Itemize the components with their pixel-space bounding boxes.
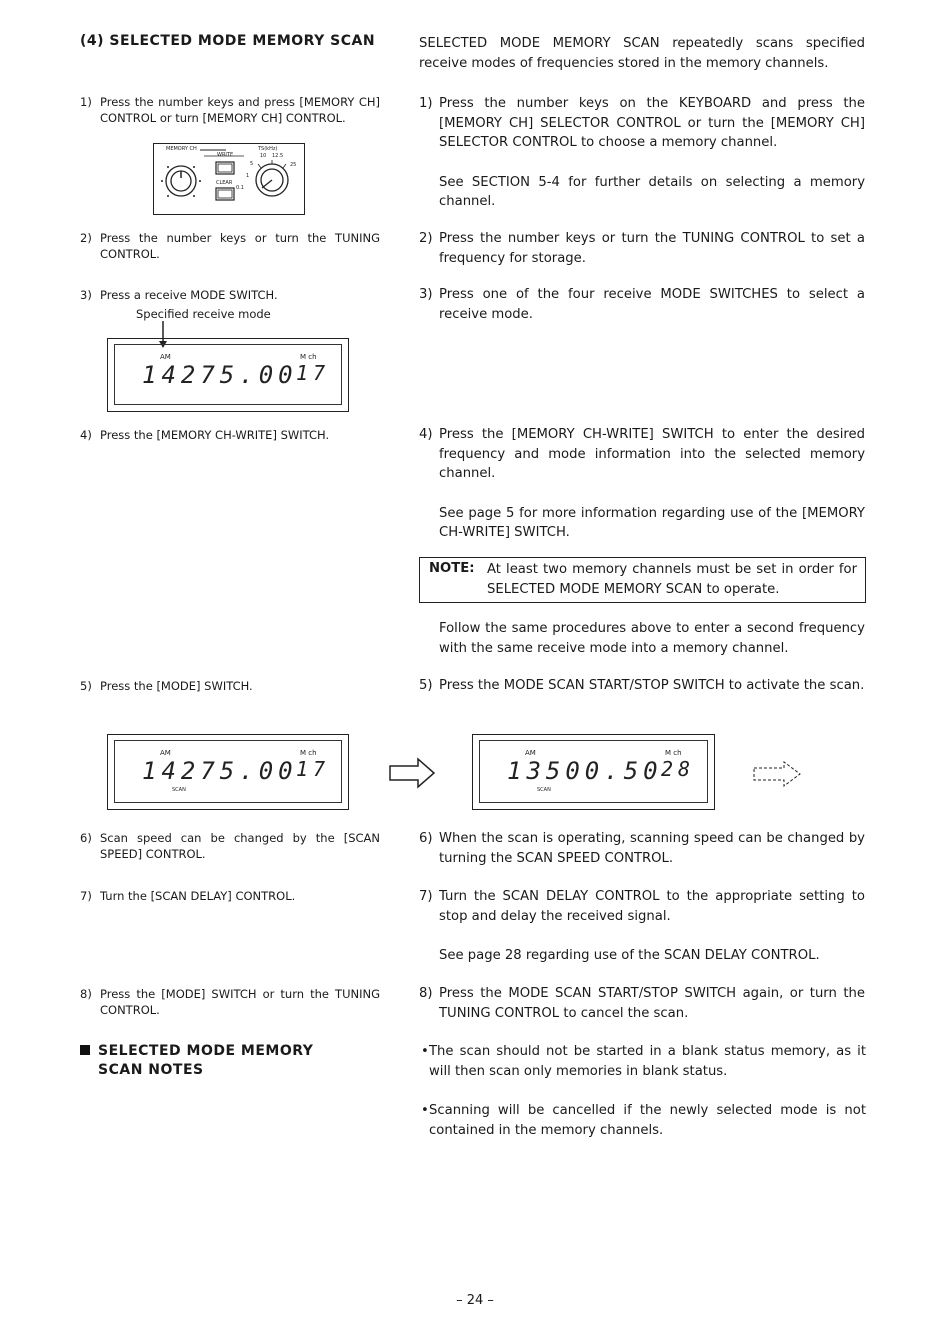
note-text: At least two memory channels must be set in order for SELECTED MODE MEMORY SCAN to operate. bbox=[487, 562, 857, 597]
left-step-1: 1) Press the number keys and press [MEMORY CH] CONTROL or turn [MEMORY CH] CONTROL. bbox=[80, 95, 380, 125]
right-step-7: 7) Turn the SCAN DELAY CONTROL to the appropriate setting to stop and delay the received signal. See page 28 regarding use of the SCAN DELAY CONTROL. bbox=[419, 887, 865, 966]
ts-1-label: 1 bbox=[246, 173, 250, 179]
lcd3-mch-label: M ch bbox=[665, 749, 682, 757]
right-step-1: 1) Press the number keys on the KEYBOARD and press the [MEMORY CH] SELECTOR CONTROL or turn the [MEMORY CH] SELECTOR CONTROL to choose a memory channel. See SECTION 5-4 for further details on selecting a memory channel. bbox=[419, 94, 865, 212]
note-label: NOTE: bbox=[429, 561, 475, 576]
ts-10-label: 10 bbox=[260, 153, 267, 159]
section-heading: (4) SELECTED MODE MEMORY SCAN bbox=[80, 33, 376, 49]
memory-ch-panel bbox=[153, 143, 305, 215]
right-step-8: 8) Press the MODE SCAN START/STOP SWITCH again, or turn the TUNING CONTROL to cancel the scan. bbox=[419, 986, 865, 1021]
follow-text: Follow the same procedures above to enter a second frequency with the same receive mode into a memory channel. bbox=[439, 621, 865, 656]
lcd3-frequency: 13500.50 bbox=[507, 757, 663, 785]
arrow-right-icon bbox=[388, 756, 438, 790]
lcd2-mode: AM bbox=[160, 749, 171, 757]
left-step-3: 3) Press a receive MODE SWITCH. bbox=[80, 288, 278, 302]
left-step-5: 5) Press the [MODE] SWITCH. bbox=[80, 679, 253, 693]
lcd1-frequency: 14275.00 bbox=[142, 361, 298, 389]
intro-text: SELECTED MODE MEMORY SCAN repeatedly scans specified receive modes of frequencies stored in the memory channels. bbox=[419, 36, 865, 71]
right-step-5: 5) Press the MODE SCAN START/STOP SWITCH to activate the scan. bbox=[419, 678, 865, 693]
specified-mode-label: Specified receive mode bbox=[136, 307, 271, 321]
ts-5-label: 5 bbox=[250, 161, 254, 167]
ts-125-label: 12.5 bbox=[272, 153, 284, 159]
lcd1-mch-label: M ch bbox=[300, 353, 317, 361]
left-step-7: 7) Turn the [SCAN DELAY] CONTROL. bbox=[80, 889, 296, 903]
left-step-8: 8) Press the [MODE] SWITCH or turn the TUNING CONTROL. bbox=[80, 987, 380, 1017]
lcd-display-1 bbox=[107, 338, 349, 412]
lcd3-channel: 28 bbox=[661, 757, 696, 781]
ts-01-label: 0.1 bbox=[236, 185, 244, 191]
right-step-1-extra: See SECTION 5-4 for further details on selecting a memory channel. bbox=[439, 174, 865, 209]
left-step-4: 4) Press the [MEMORY CH-WRITE] SWITCH. bbox=[80, 428, 330, 442]
square-bullet-icon bbox=[80, 1045, 90, 1055]
lcd-display-3 bbox=[472, 734, 715, 810]
right-step-4-extra: See page 5 for more information regarding use of the [MEMORY CH-WRITE] SWITCH. bbox=[439, 505, 865, 540]
lcd3-mode: AM bbox=[525, 749, 536, 757]
lcd1-mode: AM bbox=[160, 353, 171, 361]
page-number: – 24 – bbox=[456, 1293, 494, 1308]
right-step-6: 6) When the scan is operating, scanning speed can be changed by turning the SCAN SPEED CONTROL. bbox=[419, 831, 865, 866]
right-step-7-extra: See page 28 regarding use of the SCAN DELAY CONTROL. bbox=[439, 948, 820, 963]
lcd1-channel: 17 bbox=[296, 361, 331, 385]
clear-label: CLEAR bbox=[216, 180, 233, 186]
ts-25-label: 25 bbox=[290, 162, 297, 168]
write-label: WRITE bbox=[217, 152, 234, 158]
left-step-6: 6) Scan speed can be changed by the [SCAN SPEED] CONTROL. bbox=[80, 831, 380, 861]
lcd2-channel: 17 bbox=[296, 757, 331, 781]
notes-heading: SELECTED MODE MEMORY SCAN NOTES bbox=[80, 1042, 313, 1080]
right-step-2: 2) Press the number keys or turn the TUNING CONTROL to set a frequency for storage. bbox=[419, 231, 865, 266]
bullet-1: • The scan should not be started in a blank status memory, as it will then scan only memories in blank status. bbox=[421, 1044, 866, 1079]
lcd-display-2 bbox=[107, 734, 349, 810]
lcd3-scan: SCAN bbox=[537, 787, 551, 793]
lcd2-scan: SCAN bbox=[172, 787, 186, 793]
left-step-2: 2) Press the number keys or turn the TUNING CONTROL. bbox=[80, 231, 380, 261]
ts-label: TS(kHz) bbox=[258, 146, 278, 152]
note-box bbox=[419, 557, 866, 603]
right-step-4: 4) Press the [MEMORY CH-WRITE] SWITCH to enter the desired frequency and mode information into the selected memory channel. See page 5 for more information regarding use of the [MEMORY CH-WRITE] SWITCH. bbox=[419, 425, 865, 543]
lcd2-mch-label: M ch bbox=[300, 749, 317, 757]
bullet-2: • Scanning will be cancelled if the newly selected mode is not contained in the memory channels. bbox=[421, 1103, 866, 1138]
right-step-3: 3) Press one of the four receive MODE SWITCHES to select a receive mode. bbox=[419, 287, 865, 322]
dashed-arrow-icon bbox=[752, 760, 804, 790]
lcd2-frequency: 14275.00 bbox=[142, 757, 298, 785]
memory-ch-label: MEMORY CH bbox=[166, 146, 197, 152]
